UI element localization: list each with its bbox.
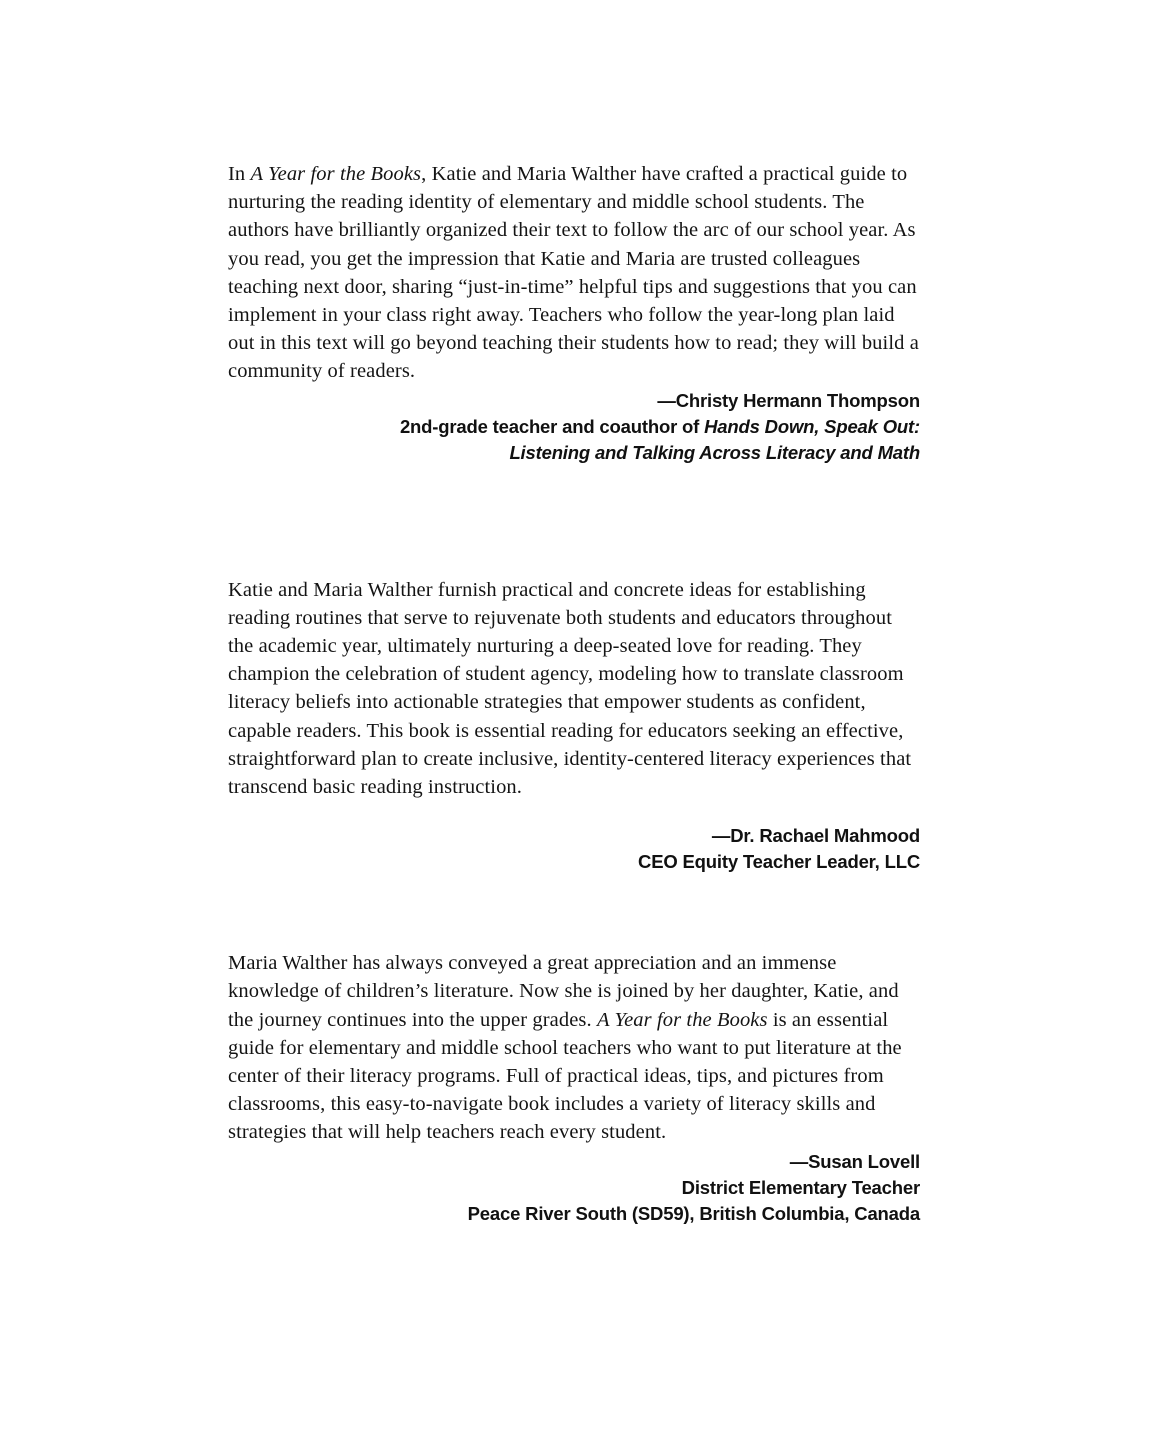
- blurb3-book-title: A Year for the Books: [596, 1008, 768, 1031]
- endorsement-body-1: [228, 160, 920, 386]
- endorsement-block-1: [228, 160, 920, 466]
- endorsement-attribution-2: [228, 823, 920, 875]
- endorsement-block-2: [228, 576, 920, 876]
- endorsements-content: [228, 160, 920, 1227]
- blurb1-book-title: A Year for the Books: [250, 163, 422, 185]
- blurb1-text-prefix: In: [228, 163, 251, 185]
- blurb3-text-prefix: Maria Walther has always conveyed a great appreciation and an immense knowledge of children’s literature. Now she is joined by her daughter, Katie, and the journey continues into the upper grades.: [228, 952, 899, 1031]
- endorsement-block-3: [228, 949, 920, 1226]
- endorsement-body-3: [228, 949, 920, 1146]
- endorsement-attribution-3: [228, 1149, 920, 1227]
- attribution-role-subtitle-1: Listening and Talking Across Literacy and Math: [509, 441, 920, 463]
- endorsement-attribution-1: [228, 388, 920, 466]
- endorsement-body-2: [228, 576, 920, 802]
- attribution-name-3: —Susan Lovell: [789, 1150, 920, 1172]
- attribution-role-title-1: Hands Down, Speak Out:: [704, 415, 920, 437]
- attribution-role-1: [228, 414, 920, 440]
- attribution-location-3: Peace River South (SD59), British Columbia, Canada: [467, 1202, 920, 1224]
- blurb3-text-rest: is an essential guide for elementary and middle school teachers who want to put literature at the center of their literacy programs. Full of practical ideas, tips, and pictures from classrooms, this easy-to-navigate book includes a variety of literacy skills and strategies that will help teachers reach every student.: [228, 1008, 902, 1144]
- attribution-name-1: —Christy Hermann Thompson: [657, 389, 920, 411]
- section-spacer-2: [228, 875, 920, 949]
- blurb1-text-rest: , Katie and Maria Walther have crafted a practical guide to nurturing the reading identity of elementary and middle school students. The authors have brilliantly organized their text to follow the arc of our school year. As you read, you get the impression that Katie and Maria are trusted colleagues teaching next door, sharing “just-in-time” helpful tips and suggestions that you can implement in your class right away. Teachers who follow the year-long plan laid out in this text will go beyond teaching their students how to read; they will build a community of readers.: [228, 163, 919, 383]
- blurb2-text: Katie and Maria Walther furnish practical and concrete ideas for establishing reading routines that serve to rejuvenate both students and educators throughout the academic year, ultimately nurturing a deep-seated love for reading. They champion the celebration of student agency, modeling how to translate classroom literacy beliefs into actionable strategies that empower students as confident, capable readers. This book is essential reading for educators seeking an effective, straightforward plan to create inclusive, identity-centered literacy experiences that transcend basic reading instruction.: [228, 578, 912, 799]
- section-spacer-1: [228, 466, 920, 576]
- attribution-role-3: District Elementary Teacher: [681, 1176, 920, 1198]
- attribution-role-prefix-1: 2nd-grade teacher and coauthor of: [399, 415, 705, 437]
- attribution-name-2: —Dr. Rachael Mahmood: [711, 825, 920, 847]
- attribution-role-2: CEO Equity Teacher Leader, LLC: [638, 851, 920, 873]
